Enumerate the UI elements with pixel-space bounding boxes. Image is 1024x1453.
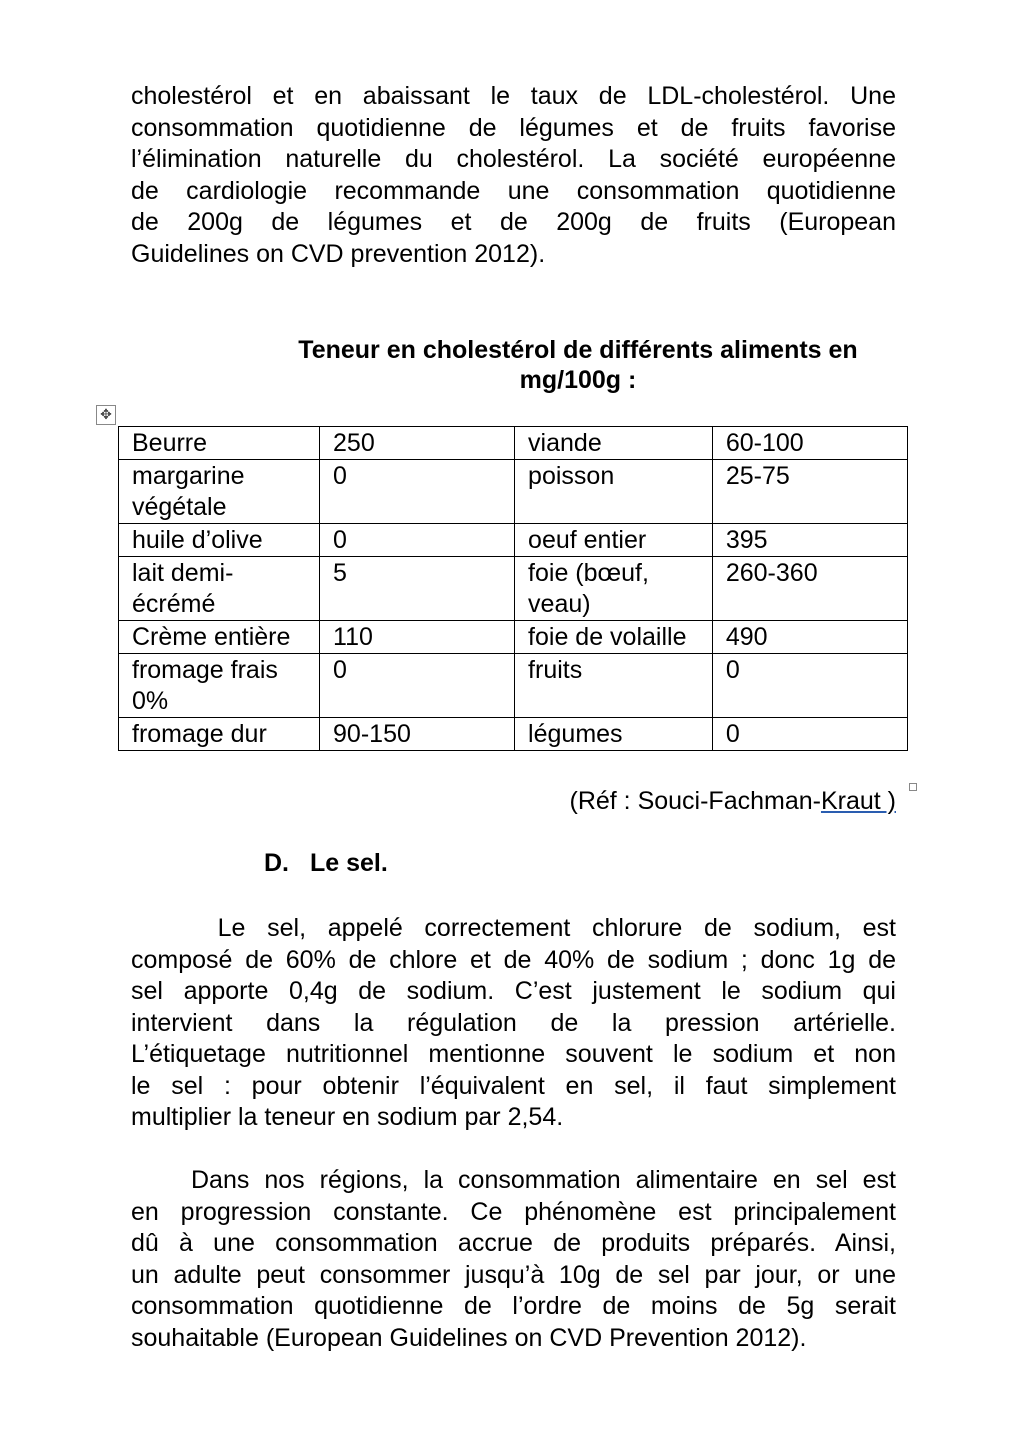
- text-line: Le sel, appelé correctement chlorure de sodium, est: [131, 914, 896, 942]
- text-line: l’élimination naturelle du cholestérol. La société européenne: [131, 145, 896, 173]
- move-icon[interactable]: ✥: [96, 405, 116, 425]
- table-cell[interactable]: 5: [320, 557, 515, 621]
- text-line: dû à une consommation accrue de produits préparés. Ainsi,: [131, 1229, 896, 1257]
- text-line: multiplier la teneur en sodium par 2,54.: [131, 1103, 564, 1131]
- table-cell[interactable]: 260-360: [712, 557, 907, 621]
- table-cell[interactable]: fromage frais 0%: [119, 654, 320, 718]
- table-cell[interactable]: 250: [320, 427, 515, 460]
- text-line: Dans nos régions, la consommation alimentaire en sel est: [131, 1166, 896, 1194]
- resize-handle-icon[interactable]: [909, 783, 917, 791]
- table-row: [119, 427, 908, 460]
- table-cell[interactable]: lait demi-écrémé: [119, 557, 320, 621]
- table-cell[interactable]: 0: [320, 524, 515, 557]
- text-line: composé de 60% de chlore et de 40% de sodium ; donc 1g de: [131, 945, 896, 974]
- table-cell[interactable]: fromage dur: [119, 718, 320, 751]
- text-line: souhaitable (European Guidelines on CVD Prevention 2012).: [131, 1323, 807, 1352]
- table-cell[interactable]: huile d’olive: [119, 524, 320, 557]
- text-line: de cardiologie recommande une consommation quotidienne: [131, 176, 896, 205]
- text-line: intervient dans la régulation de la pression artérielle.: [131, 1008, 896, 1037]
- section-heading: [264, 848, 388, 879]
- table-row: [119, 621, 908, 654]
- table-title-line-1: Teneur en cholestérol de différents aliments en: [298, 336, 858, 364]
- table-cell[interactable]: oeuf entier: [515, 524, 713, 557]
- table-cell[interactable]: 0: [320, 460, 515, 524]
- table-cell[interactable]: 395: [712, 524, 907, 557]
- table-cell[interactable]: Crème entière: [119, 621, 320, 654]
- table-cell[interactable]: poisson: [515, 460, 713, 524]
- table-cell[interactable]: 0: [712, 718, 907, 751]
- table-cell[interactable]: fruits: [515, 654, 713, 718]
- table-row: [119, 718, 908, 751]
- table-row: [119, 654, 908, 718]
- table-row: [119, 557, 908, 621]
- table-cell[interactable]: Beurre: [119, 427, 320, 460]
- text-line: cholestérol et en abaissant le taux de LDL-cholestérol. Une: [131, 82, 896, 110]
- table-cell[interactable]: foie (bœuf, veau): [515, 557, 713, 621]
- text-line: Guidelines on CVD prevention 2012).: [131, 239, 546, 268]
- table-cell[interactable]: 110: [320, 621, 515, 654]
- text-line: consommation quotidienne de légumes et de fruits favorise: [131, 113, 896, 142]
- table-cell[interactable]: viande: [515, 427, 713, 460]
- table-cell[interactable]: 490: [712, 621, 907, 654]
- intro-paragraph: [131, 81, 896, 270]
- table-cell[interactable]: 60-100: [712, 427, 907, 460]
- text-line: le sel : pour obtenir l’équivalent en sel, il faut simplement: [131, 1071, 896, 1100]
- text-line: L’étiquetage nutritionnel mentionne souvent le sodium et non: [131, 1040, 896, 1068]
- text-line: en progression constante. Ce phénomène est principalement: [131, 1197, 896, 1226]
- section-title: Le sel.: [310, 849, 388, 877]
- salt-paragraph-2: [131, 1165, 896, 1354]
- text-line: un adulte peut consommer jusqu’à 10g de sel par jour, or une: [131, 1260, 896, 1289]
- table-cell[interactable]: 90-150: [320, 718, 515, 751]
- salt-paragraph-1: [131, 913, 896, 1134]
- table-reference: [570, 786, 897, 817]
- text-line: de 200g de légumes et de 200g de fruits (European: [131, 208, 896, 236]
- table-cell[interactable]: margarine végétale: [119, 460, 320, 524]
- table-cell[interactable]: 0: [712, 654, 907, 718]
- table-cell[interactable]: foie de volaille: [515, 621, 713, 654]
- table-title-line-2: mg/100g :: [519, 366, 637, 394]
- table-row: [119, 524, 908, 557]
- table-row: [119, 460, 908, 524]
- text-line: sel apporte 0,4g de sodium. C’est justement le sodium qui: [131, 977, 896, 1005]
- section-letter: D.: [264, 849, 289, 877]
- table-cell[interactable]: 0: [320, 654, 515, 718]
- reference-underlined: Kraut ): [820, 787, 896, 815]
- cholesterol-table: [118, 426, 908, 751]
- table-cell[interactable]: légumes: [515, 718, 713, 751]
- table-title: [258, 335, 898, 395]
- table-cell[interactable]: 25-75: [712, 460, 907, 524]
- reference-prefix: (Réf : Souci-Fachman-: [569, 787, 821, 815]
- text-line: consommation quotidienne de l’ordre de moins de 5g serait: [131, 1292, 896, 1320]
